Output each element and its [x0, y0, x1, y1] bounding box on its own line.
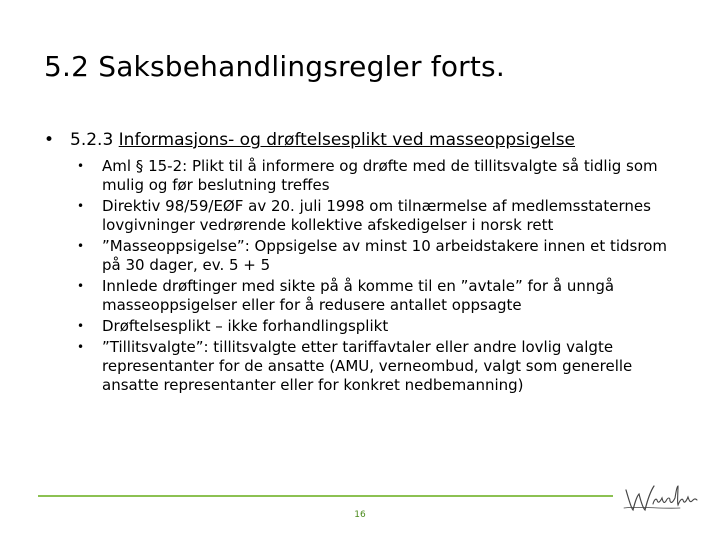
sub-bullet-marker: •: [77, 319, 85, 333]
sub-bullet-marker: •: [77, 199, 85, 213]
sub-bullet-item: [76, 317, 676, 336]
sub-bullet-item: [76, 277, 676, 315]
sub-bullet-marker: •: [77, 279, 85, 293]
slide-title: 5.2 Saksbehandlingsregler forts.: [44, 50, 505, 83]
sub-bullet-text: Drøftelsesplikt – ikke forhandlingsplikt: [102, 317, 389, 335]
sub-bullet-marker: •: [77, 340, 85, 354]
sub-bullet-item: [76, 197, 676, 235]
sub-bullet-item: [76, 157, 676, 195]
footer-divider: [38, 495, 613, 497]
sub-bullet-list: [76, 157, 676, 397]
main-bullet-marker: •: [44, 130, 55, 150]
sub-bullet-item: [76, 338, 676, 395]
main-bullet-heading: Informasjons- og drøftelsesplikt ved masseoppsigelse: [118, 130, 576, 150]
signature-logo-icon: [620, 478, 700, 518]
sub-bullet-item: [76, 237, 676, 275]
page-number: 16: [354, 510, 366, 520]
sub-bullet-text: Direktiv 98/59/EØF av 20. juli 1998 om tilnærmelse af medlemsstaternes lovgivninger vedrørende kollektive afskedigelser i norsk rett: [102, 197, 651, 234]
main-bullet-number: 5.2.3: [70, 130, 119, 150]
sub-bullet-text: ”Masseoppsigelse”: Oppsigelse av minst 10 arbeidstakere innen et tidsrom på 30 dager, ev. 5 + 5: [102, 237, 667, 274]
sub-bullet-marker: •: [77, 159, 85, 173]
main-bullet: [44, 128, 575, 152]
sub-bullet-marker: •: [77, 239, 85, 253]
sub-bullet-text: ”Tillitsvalgte”: tillitsvalgte etter tariffavtaler eller andre lovlig valgte representanter for de ansatte (AMU, verneombud, valgt som generelle ansatte representanter eller for konkret nedbemanning): [102, 338, 633, 394]
sub-bullet-text: Aml § 15-2: Plikt til å informere og drøfte med de tillitsvalgte så tidlig som mulig og før beslutning treffes: [102, 157, 658, 194]
sub-bullet-text: Innlede drøftinger med sikte på å komme til en ”avtale” for å unngå masseoppsigelser eller for å redusere antallet oppsagte: [102, 277, 615, 314]
